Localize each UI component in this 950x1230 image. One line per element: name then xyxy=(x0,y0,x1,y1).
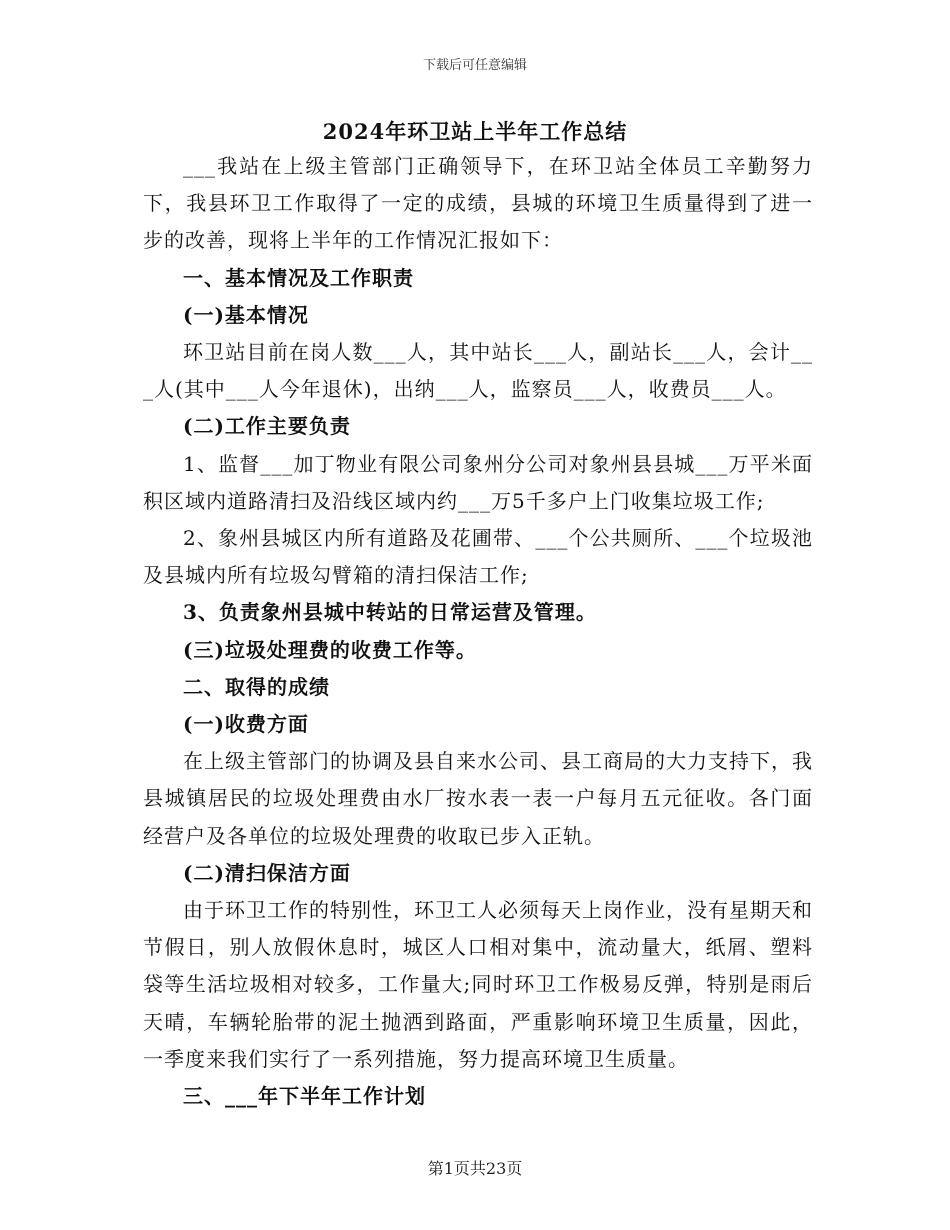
duty-item-2: 2、象州县城区内所有道路及花圃带、___个公共厕所、___个垃圾池及县城内所有垃圾勾臂箱的清扫保洁工作; xyxy=(143,526,813,588)
page-footer: 第1页共23页 xyxy=(427,1159,523,1178)
section-heading-1: 一、基本情况及工作职责 xyxy=(183,265,414,290)
subsection-heading-2-2: (二)清扫保洁方面 xyxy=(183,860,351,885)
duty-item-3: 3、负责象州县城中转站的日常运营及管理。 xyxy=(183,600,597,625)
cleaning-paragraph: 由于环卫工作的特别性，环卫工人必须每天上岗作业，没有星期天和节假日，别人放假休息时，城区人口相对集中，流动量大，纸屑、塑料袋等生活垃圾相对较多，工作量大;同时环卫工作极易反弹，特别是雨后天晴，车辆轮胎带的泥土抛洒到路面，严重影响环境卫生质量，因此，一季度来我们实行了一系列措施，努力提高环境卫生质量。 xyxy=(143,898,813,1071)
intro-paragraph: ___我站在上级主管部门正确领导下，在环卫站全体员工辛勤努力下，我县环卫工作取得了一定的成绩，县城的环境卫生质量得到了进一步的改善，现将上半年的工作情况汇报如下： xyxy=(143,154,813,253)
section-heading-3: 三、___年下半年工作计划 xyxy=(183,1084,426,1109)
subsection-heading-1-1: (一)基本情况 xyxy=(183,302,309,327)
section-heading-2: 二、取得的成绩 xyxy=(183,674,330,699)
fee-paragraph: 在上级主管部门的协调及县自来水公司、县工商局的大力支持下，我县城镇居民的垃圾处理费由水厂按水表一表一户每月五元征收。各门面经营户及各单位的垃圾处理费的收取已步入正轨。 xyxy=(143,749,813,848)
subsection-heading-1-3: (三)垃圾处理费的收费工作等。 xyxy=(183,637,477,662)
subsection-heading-2-1: (一)收费方面 xyxy=(183,712,309,737)
header-note: 下载后可任意编辑 xyxy=(422,58,527,73)
staff-paragraph: 环卫站目前在岗人数___人，其中站长___人，副站长___人，会计___人(其中___人今年退休)，出纳___人，监察员___人，收费员___人。 xyxy=(143,340,813,402)
document-body xyxy=(143,148,813,1115)
document-title: 2024年环卫站上半年工作总结 xyxy=(322,119,628,144)
duty-item-1: 1、监督___加丁物业有限公司象州分公司对象州县县城___万平米面积区域内道路清扫及沿线区域内约___万5千多户上门收集垃圾工作; xyxy=(143,451,813,513)
subsection-heading-1-2: (二)工作主要负责 xyxy=(183,414,351,439)
